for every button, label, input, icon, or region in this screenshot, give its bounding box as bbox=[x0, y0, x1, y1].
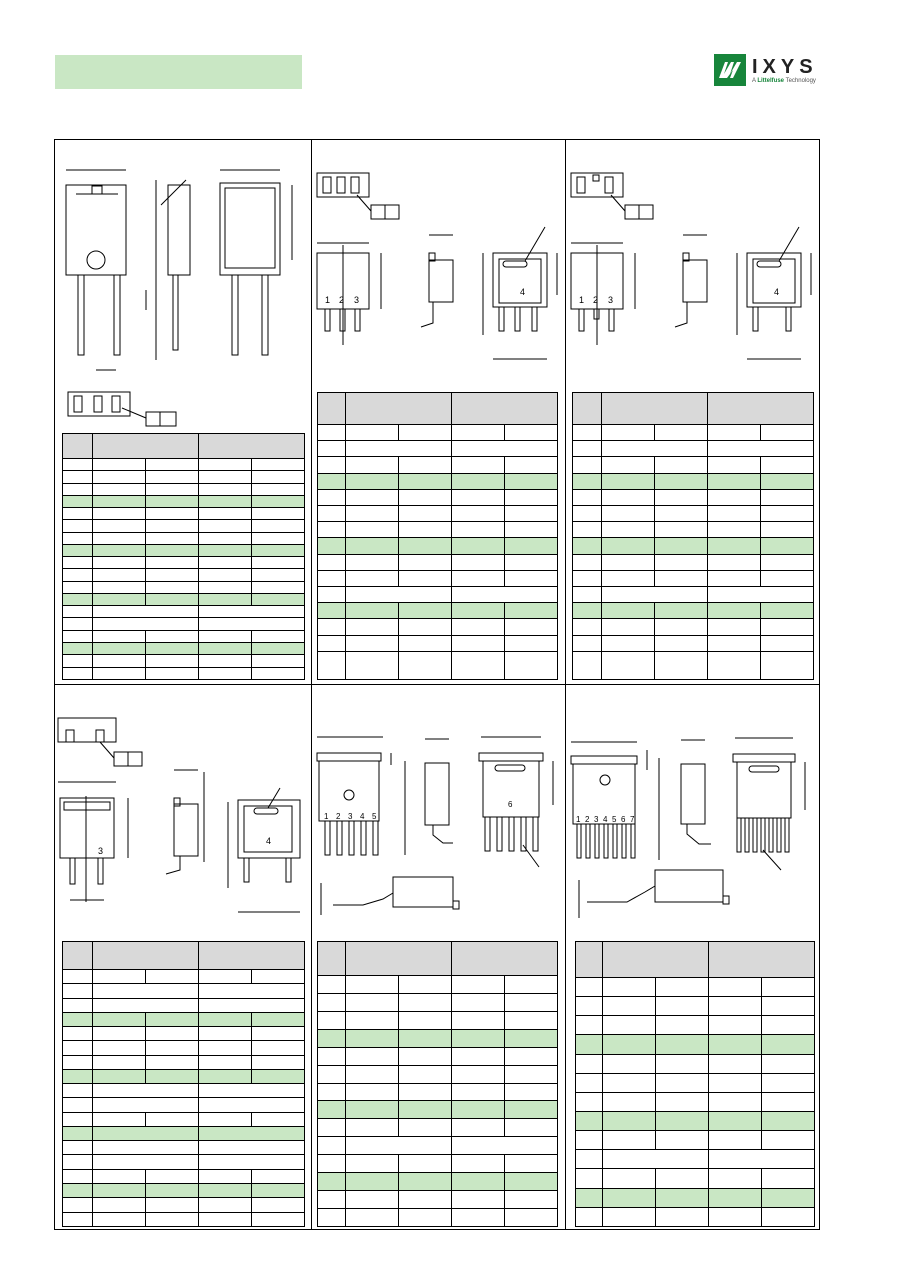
pin-1-label: 1 bbox=[576, 815, 581, 824]
dimension-table-panel-3 bbox=[572, 392, 814, 680]
package-drawing-panel-5 bbox=[313, 725, 563, 925]
pin-3-label: 3 bbox=[348, 812, 353, 821]
pin-2-label: 2 bbox=[339, 295, 345, 305]
dimension-table-panel-1 bbox=[62, 433, 305, 680]
pin-6-label: 6 bbox=[508, 800, 513, 809]
pin-2-label: 2 bbox=[585, 815, 590, 824]
logo-name: IXYS bbox=[752, 56, 818, 78]
logo-tagline: A Littelfuse Technology bbox=[752, 78, 816, 84]
row-divider bbox=[54, 684, 820, 685]
pin-5-label: 5 bbox=[612, 815, 617, 824]
pin-3-label: 3 bbox=[594, 815, 599, 824]
pin-4-label: 4 bbox=[266, 836, 272, 846]
pin-3-label: 3 bbox=[608, 295, 614, 305]
package-drawing-panel-2 bbox=[313, 165, 563, 385]
pin-1-label: 1 bbox=[324, 812, 329, 821]
dimension-table-panel-6 bbox=[575, 941, 815, 1227]
pin-4-label: 4 bbox=[360, 812, 365, 821]
dimension-table-panel-5 bbox=[317, 941, 558, 1227]
pin-1-label: 1 bbox=[325, 295, 331, 305]
package-drawing-panel-1 bbox=[56, 150, 308, 428]
pin-2-label: 2 bbox=[336, 812, 341, 821]
dimension-table-panel-2 bbox=[317, 392, 558, 680]
ixys-logo bbox=[714, 54, 824, 88]
package-drawing-panel-4 bbox=[56, 712, 308, 934]
pin-4-label: 4 bbox=[603, 815, 608, 824]
package-drawing-panel-6 bbox=[567, 730, 817, 930]
pin-4-label: 4 bbox=[774, 287, 780, 297]
pin-3-label: 3 bbox=[98, 846, 104, 856]
ixys-mark-icon bbox=[714, 54, 746, 86]
pin-4-label: 4 bbox=[520, 287, 526, 297]
title-bar bbox=[55, 55, 302, 89]
pin-6-label: 6 bbox=[621, 815, 626, 824]
package-drawing-panel-3 bbox=[567, 165, 817, 385]
pin-7-label: 7 bbox=[630, 815, 635, 824]
pin-1-label: 1 bbox=[579, 295, 585, 305]
pin-3-label: 3 bbox=[354, 295, 360, 305]
pin-2-label: 2 bbox=[593, 295, 599, 305]
pin-5-label: 5 bbox=[372, 812, 377, 821]
dimension-table-panel-4 bbox=[62, 941, 305, 1227]
